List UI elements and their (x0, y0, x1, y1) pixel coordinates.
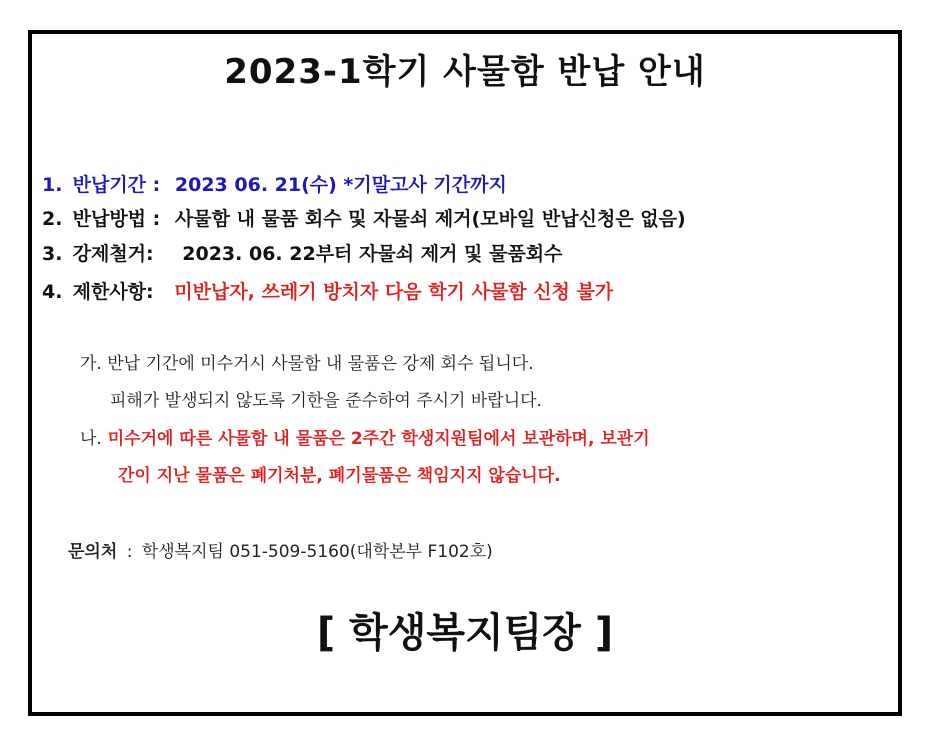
item-value: 2023 06. 21(수) *기말고사 기간까지 (174, 174, 507, 196)
item-label: 강제철거: (72, 243, 154, 265)
item-number: 3. (42, 243, 63, 265)
note-marker: 나. (80, 429, 102, 449)
note-text: 반납 기간에 미수거시 사물함 내 물품은 강제 회수 됩니다. (107, 354, 534, 374)
notice-title: 2023-1학기 사물함 반납 안내 (224, 52, 706, 92)
contact-info (68, 537, 493, 562)
item-return-method (42, 204, 686, 231)
item-return-period (42, 170, 507, 197)
item-forced-removal (42, 239, 562, 266)
note-na-line1 (80, 424, 650, 449)
item-restriction (42, 277, 613, 304)
item-number: 4. (42, 281, 63, 303)
item-value: 미반납자, 쓰레기 방치자 다음 학기 사물함 신청 불가 (174, 281, 614, 303)
contact-label: 문의처 (68, 542, 118, 562)
item-value: 2023. 06. 22부터 자물쇠 제거 및 물품회수 (182, 243, 563, 265)
notice-frame (28, 30, 902, 716)
note-marker: 가. (80, 354, 102, 374)
item-value: 사물함 내 물품 회수 및 자물쇠 제거(모바일 반납신청은 없음) (174, 208, 686, 230)
item-label: 제한사항: (72, 281, 154, 303)
note-text: 미수거에 따른 사물함 내 물품은 2주간 학생지원팀에서 보관하며, 보관기 (107, 429, 650, 449)
item-number: 2. (42, 208, 63, 230)
contact-value: 학생복지팀 051-509-5160(대학본부 F102호) (141, 542, 493, 562)
contact-separator: : (126, 542, 133, 562)
note-ga-line2: 피해가 발생되지 않도록 기한을 준수하여 주시기 바랍니다. (110, 391, 542, 411)
signature: [ 학생복지팀장 ] (316, 610, 614, 656)
note-na-line2: 간이 지난 물품은 폐기처분, 폐기물품은 책임지지 않습니다. (118, 466, 561, 486)
item-label: 반납방법 : (72, 208, 161, 230)
note-ga-line1 (80, 349, 534, 374)
item-number: 1. (42, 174, 63, 196)
item-label: 반납기간 : (72, 174, 161, 196)
